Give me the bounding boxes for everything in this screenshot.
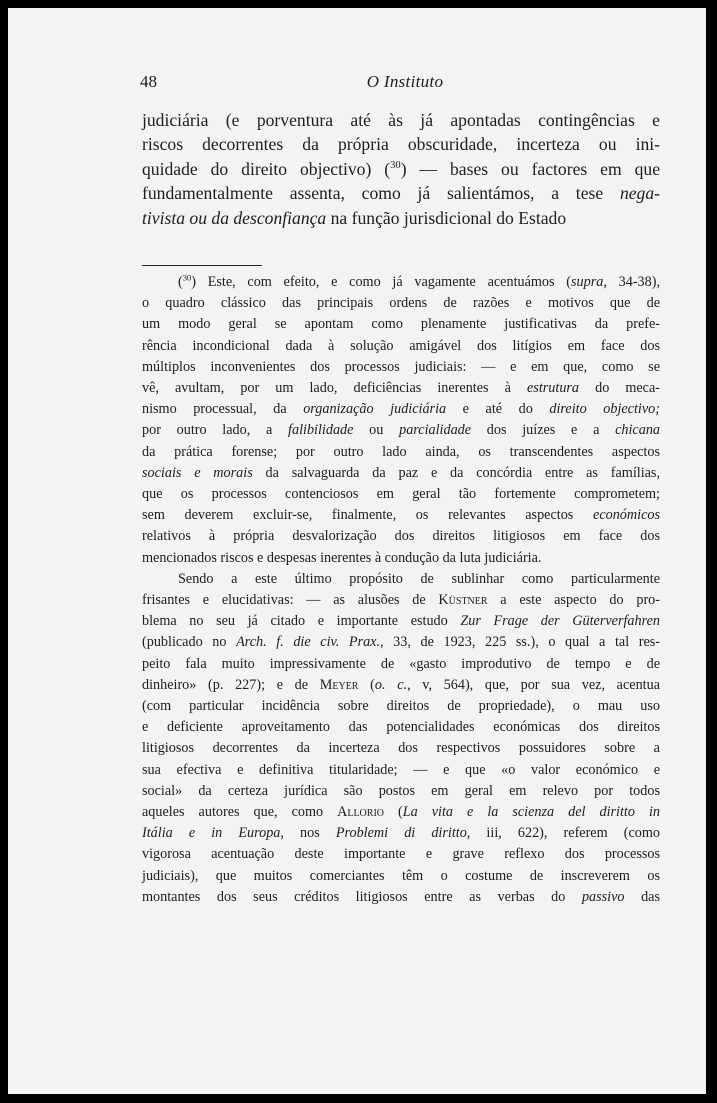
- footnote-line: múltiplos inconvenientes dos processos judiciais: — e em que, como se: [142, 358, 660, 375]
- footnote-line: sua efectiva e definitiva titularidade; — e que «o valor económico e: [142, 761, 660, 778]
- footnote-line: frisantes e elucidativas: — as alusões de Küstner a este aspecto do pro-: [142, 592, 660, 609]
- footnote-line: Itália e in Europa, nos Problemi di diritto, iii, 622), referem (como: [142, 825, 660, 842]
- footnote-line: dinheiro» (p. 227); e de Meyer (o. c., v, 564), que, por sua vez, acentua: [142, 676, 660, 693]
- page-header: [140, 72, 670, 96]
- footnote-line: montantes dos seus créditos litigiosos entre as verbas do passivo das: [142, 888, 660, 905]
- footnote-line: sociais e morais da salvaguarda da paz e da concórdia entre as famílias,: [142, 464, 661, 481]
- footnote-line: mencionados riscos e despesas inerentes à condução da luta judiciária.: [142, 549, 542, 566]
- footnote-line: vigorosa acentuação deste importante e grave reflexo dos processos: [142, 846, 660, 863]
- body-paragraph: [142, 108, 660, 230]
- footnote-line: o quadro clássico das principais ordens de razões e motivos que de: [142, 295, 660, 312]
- footnote-line: (publicado no Arch. f. die civ. Prax., 33, de 1923, 225 ss.), o qual a tal res-: [142, 634, 660, 651]
- footnote-reference: 30: [390, 159, 401, 171]
- body-line: tivista ou da desconfiança na função jurisdicional do Estado: [142, 207, 567, 228]
- footnote-line: que os processos contenciosos em geral tão fortemente comprometem;: [142, 486, 660, 503]
- footnote-rule: [142, 265, 262, 266]
- footnote-line: blema no seu já citado e importante estudo Zur Frage der Güterverfahren: [142, 613, 660, 630]
- body-line: quidade do direito objectivo) ($^{30}$) — bases ou factores em que: [142, 158, 661, 179]
- running-title: O Instituto: [366, 72, 444, 91]
- body-line: fundamentalmente assenta, como já salientámos, a tese nega-: [142, 183, 660, 204]
- footnote-line: rência incondicional dada à solução amigável dos litígios em face dos: [142, 337, 660, 354]
- body-line: riscos decorrentes da própria obscuridade, incerteza ou ini-: [142, 134, 660, 155]
- footnote-line: e deficiente aproveitamento das potencialidades económicas dos direitos: [142, 719, 660, 736]
- author-name: Küstner: [438, 592, 488, 609]
- footnote-line: sem deverem excluir-se, finalmente, os relevantes aspectos económicos: [142, 507, 660, 524]
- footnote-line: nismo processual, da organização judiciária e até do direito objectivo;: [142, 401, 660, 418]
- footnote-line: judiciais), que muitos comerciantes têm o costume de inscreverem os: [142, 867, 660, 884]
- footnote-line: litigiosos decorrentes da incerteza dos respectivos possuidores sobre a: [142, 740, 660, 757]
- footnote-line: aqueles autores que, como Allorio (La vita e la scienza del diritto in: [142, 804, 660, 821]
- book-page: [8, 8, 706, 1094]
- author-name: Meyer: [319, 676, 359, 693]
- footnote-marker: 30: [182, 272, 192, 283]
- footnote-line: Sendo a este último propósito de sublinhar como particularmente: [178, 570, 660, 587]
- author-name: Allorio: [337, 804, 384, 821]
- footnote: [142, 272, 660, 908]
- body-line: judiciária (e porventura até às já apontadas contingências e: [142, 110, 660, 130]
- footnote-line: relativos à própria desvalorização dos direitos litigiosos em face dos: [142, 528, 660, 545]
- footnote-line: da prática forense; por outro lado ainda, os transcendentes aspectos: [142, 443, 660, 460]
- footnote-line: social» da certeza jurídica são postos em geral em relevo por todos: [142, 782, 660, 799]
- footnote-line: (com particular incidência sobre direitos de propriedade), o mau uso: [142, 698, 660, 715]
- footnote-line: peito fala muito impressivamente de «gasto improdutivo de tempo e de: [142, 655, 660, 672]
- footnote-line: um modo geral se apontam como plenamente justificativas da prefe-: [142, 316, 660, 333]
- footnote-line: ($^{30}$) Este, com efeito, e como já vagamente acentuámos (supra, 34-38),: [178, 272, 660, 290]
- footnote-line: por outro lado, a falibilidade ou parcialidade dos juízes e a chicana: [142, 422, 661, 439]
- footnote-line: vê, avultam, por um lado, deficiências inerentes à estrutura do meca-: [142, 380, 661, 397]
- page-number: 48: [140, 72, 157, 91]
